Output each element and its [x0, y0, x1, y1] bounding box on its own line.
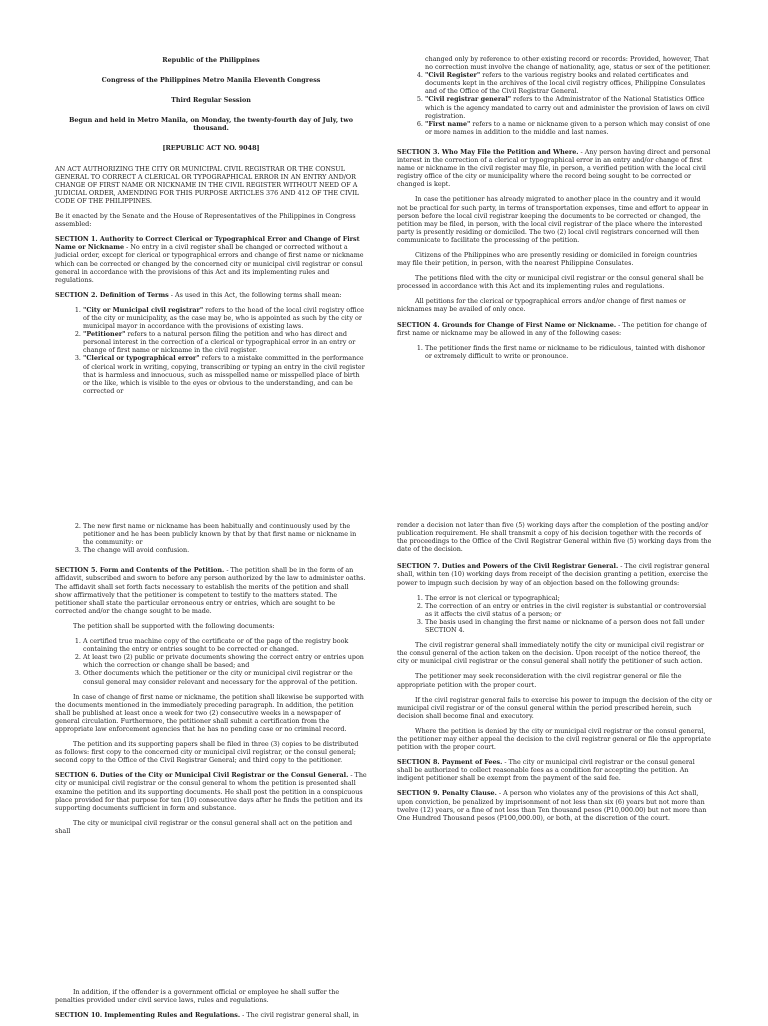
section-3	[397, 148, 712, 188]
section-9-paragraph-2: In addition, if the offender is a government official or employee he shall suffer the penalties provided under civil service laws, rules and regulations.	[55, 988, 340, 1005]
section-9-heading: SECTION 9. Penalty Clause.	[397, 789, 497, 798]
section-5-body: - The petition shall be in the form of an affidavit, subscribed and sworn to before any person authorized by the law to administer oaths. The affidavit shall set forth facts necessary to establish the merits of the petition and shall show affirmatively that the petitioner is competent to testify to the matters stated. The petitioner shall state the particular erroneous entry or entries, which are sought to be corrected and/or the change sought to be made.	[55, 566, 366, 615]
definition-body: refers to the head of the local civil registry office of the city or municipality, as the case may be, who is appointed as such by the city or municipal mayor in accordance with the provisions of existing laws.	[83, 305, 365, 331]
section-6-heading: SECTION 6. Duties of the City or Municipal Civil Registrar or the Consul General.	[55, 771, 349, 780]
objection-grounds-list	[397, 594, 712, 634]
section-1-heading: SECTION 1. Authority to Correct Clerical or Typographical Error and Change of First Name or Nickname	[55, 235, 360, 252]
page-2-right-column	[397, 521, 712, 829]
list-item: 1. The petitioner finds the first name or nickname to be ridiculous, tainted with dishonor or extremely difficult to write or pronounce.	[425, 344, 712, 360]
section-3-paragraph-4: The petitions filed with the city or municipal civil registrar or the consul general shall be processed in accordance with this Act and its implementing rules and regulations.	[397, 274, 704, 291]
grounds-list	[397, 344, 712, 360]
definition-term: "Clerical or typographical error"	[83, 354, 200, 363]
section-10	[55, 1011, 367, 1019]
section-2	[55, 291, 367, 299]
section-9	[397, 789, 712, 821]
page-2	[0, 518, 768, 988]
page-1-right-column	[397, 55, 712, 367]
section-6-paragraph-2: The city or municipal civil registrar or the consul general shall act on the petition and shall	[55, 818, 353, 835]
definition-body: refers to a name or nickname given to a person which may consist of one or more names in addition to the middle and last names.	[425, 119, 710, 136]
definition-body: refers to a mistake committed in the performance of clerical work in writing, copying, transcribing or typing an entry in the civil register that is harmless and innocuous, such as misspelled name or misspelled place of birth or the like, which is visible to the eyes or obvious to the understanding, and can be corrected or	[83, 354, 365, 395]
definition-body: refers to the Administrator of the National Statistics Office which is the agency mandated to carry out and administer the provision of laws on civil registration.	[425, 95, 710, 120]
page-3	[0, 988, 768, 1024]
enacting-clause: Be it enacted by the Senate and the House of Representatives of the Philippines in Congress assembled:	[55, 212, 356, 229]
congress-heading: Congress of the Philippines Metro Manila Eleventh Congress	[101, 76, 321, 85]
list-item: 3. The change will avoid confusion.	[83, 546, 367, 554]
section-2-body: - As used in this Act, the following terms shall mean:	[168, 290, 342, 299]
section-3-paragraph-2: In case the petitioner has already migrated to another place in the country and it would not be practical for such party, in terms of transportation expenses, time and effort to appear in person before the local civil registrar keeping the documents to be corrected or changed, the petition may be filed, in person, with the local civil registrar of the place where the interested party is presently residing or domiciled. The two (2) local civil registrars concerned will then communicate to facilitate the processing of the petition.	[397, 195, 709, 244]
definition-body: refers to the various registry books and related certificates and documents kept in the archives of the local civil registry offices, Philippine Consulates and of the Office of the Civil Registrar General.	[425, 71, 706, 96]
list-item	[83, 306, 367, 330]
list-item	[425, 71, 712, 95]
section-3-paragraph-3: Citizens of the Philippines who are presently residing or domiciled in foreign countries may file their petition, in person, with the nearest Philippine Consulates.	[397, 250, 698, 268]
section-6-body: - The city or municipal civil registrar or the consul general to whom the petition is presented shall examine the petition and its supporting documents. He shall post the petition in a conspicuous place provided for that purpose for ten (10) consecutive days after he finds the petition and its supporting documents sufficient in form and substance.	[55, 771, 367, 812]
section-9-body: - A person who violates any of the provisions of this Act shall, upon conviction, be penalized by imprisonment of not less than six (6) years but not more than twelve (12) years, or a fine of not less than Ten thousand pesos (P10,000.00) but not more than One Hundred Thousand pesos (P100,000.00), or both, at the discretion of the court.	[397, 789, 707, 822]
republic-heading: Republic of the Philippines	[162, 56, 260, 64]
act-title: AN ACT AUTHORIZING THE CITY OR MUNICIPAL CIVIL REGISTRAR OR THE CONSUL GENERAL TO CORRECT A CLERICAL OR TYPOGRAPHICAL ERROR IN AN ENTRY AND/OR CHANGE OF FIRST NAME OR NICKNAME IN THE CIVIL REGISTER WITHOUT NEED OF A JUDICIAL ORDER, AMENDING FOR THIS PURPOSE ARTICLES 376 AND 412 OF THE CIVIL CODE OF THE PHILIPPINES.	[55, 164, 359, 205]
session-heading: Third Regular Session	[171, 96, 251, 105]
section-7-paragraph-4: If the civil registrar general fails to exercise his power to impugn the decision of the city or municipal civil registrar or of the consul general within the period prescribed herein, such decision shall become final and executory.	[397, 695, 712, 720]
continued-text: changed only by reference to other existing record or records: Provided, however, That no correction must involve the change of nationality, age, status or sex of the petitioner.	[425, 55, 711, 72]
page-1-left-column	[55, 56, 367, 402]
list-item	[425, 95, 712, 119]
section-7-paragraph-2: The civil registrar general shall immediately notify the city or municipal civil registrar or the consul general of the action taken on the decision. Upon receipt of the notice thereof, the city or municipal civil registrar or the consul general shall notify the petitioner of such action.	[397, 641, 705, 666]
section-5-paragraph-3: In case of change of first name or nickname, the petition shall likewise be supported with the documents mentioned in the immediately preceding paragraph. In addition, the petition shall be published at least once a week for two (2) consecutive weeks in a newspaper of general circulation. Furthermore, the petitioner shall submit a certification from the appropriate law enforcement agencies that he has no pending case or no criminal record.	[55, 692, 364, 733]
section-3-paragraph-5: All petitions for the clerical or typographical errors and/or change of first names or nicknames may be availed of only once.	[397, 297, 686, 314]
section-5-paragraph-4: The petition and its supporting papers shall be filed in three (3) copies to be distributed as follows: first copy to the concerned city or municipal civil registrar, or the consul general; second copy to the Office of the Civil Registrar General; and third copy to the petitioner.	[55, 740, 359, 765]
section-2-heading: SECTION 2. Definition of Terms	[55, 290, 169, 299]
section-5-paragraph-2: The petition shall be supported with the following documents:	[73, 621, 275, 630]
section-10-heading: SECTION 10. Implementing Rules and Regulations.	[55, 1011, 241, 1020]
list-item	[83, 354, 367, 394]
section-3-heading: SECTION 3. Who May File the Petition and Where.	[397, 147, 579, 156]
definition-term: "First name"	[425, 119, 471, 128]
definition-body: refers to a natural person filing the petition and who has direct and personal interest in the correction of a clerical or typographical error in an entry or change of first name or nickname in the civil register.	[83, 330, 356, 355]
list-item: 2. The correction of an entry or entries in the civil register is substantial or controversial as it affects the civil status of a person; or	[425, 602, 712, 618]
section-7-heading: SECTION 7. Duties and Powers of the Civil Registrar General.	[397, 562, 619, 571]
section-4-body: - The petition for change of first name or nickname may be allowed in any of the following cases:	[397, 320, 707, 337]
page-1	[0, 0, 768, 480]
section-6	[55, 771, 367, 811]
list-item	[83, 330, 367, 354]
section-7	[397, 562, 712, 586]
documents-list	[55, 637, 367, 686]
list-item: 1. A certified true machine copy of the certificate or of the page of the registry book containing the entry or entries sought to be corrected or changed.	[83, 637, 367, 653]
begun-heading: Begun and held in Metro Manila, on Monday, the twenty-fourth day of July, two thousand.	[69, 116, 353, 133]
section-1-body: - No entry in a civil register shall be changed or corrected without a judicial order, except for clerical or typographical errors and change of first name or nickname which can be corrected or changed by the concerned city or municipal civil registrar or consul general in accordance with the provisions of this Act and its implementing rules and regulations.	[55, 243, 364, 284]
section-1	[55, 235, 367, 284]
definitions-list	[55, 306, 367, 395]
section-8-heading: SECTION 8. Payment of Fees.	[397, 758, 503, 767]
page-3-left-column	[55, 988, 367, 1026]
definition-term: "Petitioner"	[83, 330, 126, 339]
section-7-body: - The civil registrar general shall, within ten (10) working days from receipt of the decision granting a petition, exercise the power to impugn such decision by way of an objection based on the following grounds:	[397, 562, 710, 587]
definition-term: "Civil Register"	[425, 71, 481, 80]
list-item: 3. Other documents which the petitioner or the city or municipal civil registrar or the consul general may consider relevant and necessary for the approval of the petition.	[83, 669, 367, 685]
page-2-left-column	[55, 522, 367, 842]
section-7-paragraph-3: The petitioner may seek reconsideration with the civil registrar general or file the appropriate petition with the proper court.	[397, 672, 682, 689]
list-item	[425, 120, 712, 136]
definition-term: "City or Municipal civil registrar"	[83, 305, 204, 314]
grounds-list-continued	[55, 522, 367, 554]
definition-term: "Civil registrar general"	[425, 95, 512, 104]
act-number-heading: [REPUBLIC ACT NO. 9048]	[162, 144, 260, 153]
list-item: 3. The basis used in changing the first name or nickname of a person does not fall under SECTION 4.	[425, 618, 712, 634]
list-item: 1. The error is not clerical or typographical;	[425, 594, 712, 602]
section-8-body: - The city or municipal civil registrar or the consul general shall be authorized to collect reasonable fees as a condition for accepting the petition. An indigent petitioner shall be exempt from the payment of the said fee.	[397, 758, 695, 783]
section-7-paragraph-5: Where the petition is denied by the city or municipal civil registrar or the consul general, the petitioner may either appeal the decision to the civil registrar general or file the appropriate petition with the proper court.	[397, 726, 711, 752]
section-8	[397, 758, 712, 782]
section-4	[397, 321, 712, 337]
list-item: 2. At least two (2) public or private documents showing the correct entry or entries upon which the correction or change shall be based; and	[83, 653, 367, 669]
section-3-body: - Any person having direct and personal interest in the correction of a clerical or typographical error in an entry and/or change of first name or nickname in the civil register may file, in person, a verified petition with the local civil registry office of the city or municipality where the record being sought to be corrected or changed is kept.	[397, 147, 711, 189]
continued-text: render a decision not later than five (5) working days after the completion of the posting and/or publication requirement. He shall transmit a copy of his decision together with the records of the proceedings to the Office of the Civil Registrar General within five (5) working days from the date of the decision.	[397, 521, 712, 554]
definitions-list-continued	[397, 71, 712, 136]
section-10-body: - The civil registrar general shall, in	[240, 1011, 359, 1020]
section-4-heading: SECTION 4. Grounds for Change of First Name or Nickname.	[397, 320, 617, 329]
section-5-heading: SECTION 5. Form and Contents of the Petition.	[55, 566, 225, 575]
section-5	[55, 566, 367, 615]
list-item: 2. The new first name or nickname has been habitually and continuously used by the petitioner and he has been publicly known by that by that first name or nickname in the community: or	[83, 522, 367, 546]
